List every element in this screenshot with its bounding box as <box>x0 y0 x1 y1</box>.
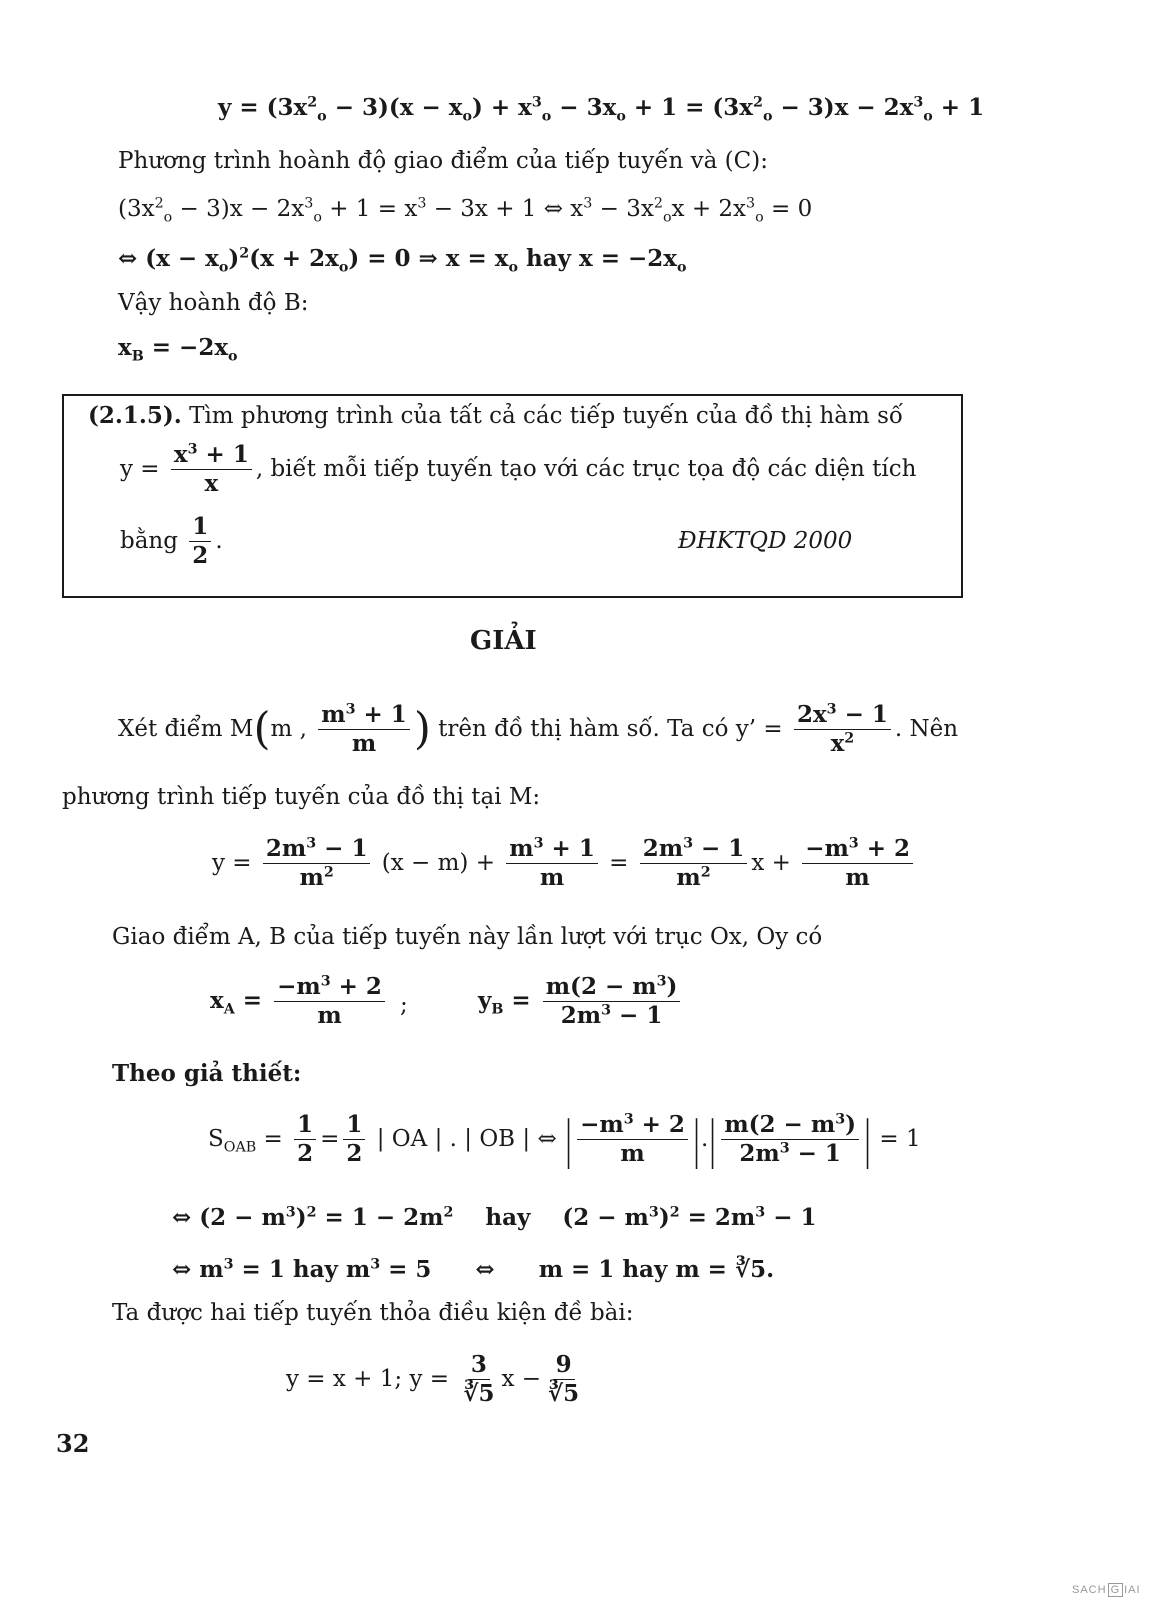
equation-xb: $x_B = -2x_o$ <box>118 334 238 365</box>
paragraph-intersection: Phương trình hoành độ giao điểm của tiếp tuyến và (C): <box>118 148 768 174</box>
paragraph-abscissa-b: Vậy hoành độ B: <box>118 290 309 316</box>
problem-function-fraction: $\frac{x^3 + 1}{x}$ <box>171 442 252 498</box>
solution-line-hypothesis: Theo giả thiết: <box>112 1060 302 1087</box>
equation-area: $S_{OAB}$ = $\frac{1}{2}$ = $\frac{1}{2}$ | OA | . | OB | ⇔ | $\frac{-m^3 + 2}{m}$ |.| $\frac{m(2 - m^3)}{2m^3 - 1}$ | = 1 <box>208 1109 921 1169</box>
problem-statement-line-1: (2.1.5). Tìm phương trình của tất cả các tiếp tuyến của đồ thị hàm số <box>88 402 903 429</box>
solution-line-point-m: Xét điểm M(m , $\frac{m^3 + 1}{m}$ ) trên đồ thị hàm số. Ta có y’ = $\frac{2x^3 - 1}{x^2}$ . Nên <box>118 701 959 758</box>
watermark-logo: SACH G IAI <box>1072 1584 1141 1596</box>
equation-yb: $y_B$ = $\frac{m(2 - m^3)}{2m^3 - 1}$ <box>478 974 684 1030</box>
equation-xa: $x_A$ = $\frac{-m^3 + 2}{m}$ <box>210 974 389 1030</box>
solution-line-conclusion: Ta được hai tiếp tuyến thỏa điều kiện đề bài: <box>112 1300 634 1326</box>
page-number: 32 <box>56 1429 90 1458</box>
equation-squared: ⇔ $(2 - m^3)^2 = 1 - 2m^2$ hay $(2 - m^3)^2 = 2m^3 - 1$ <box>172 1204 817 1231</box>
equation-intersection: $(3x^2_o - 3)x - 2x^3_o + 1 = x^3 - 3x + 1$ ⇔ $x^3 - 3x^2_ox + 2x^3_o = 0$ <box>118 195 813 226</box>
equation-roots: ⇔ $(x - x_o)^2(x + 2x_o) = 0$ ⇒ $x = x_o$ hay $x = -2x_o$ <box>118 245 687 276</box>
problem-half-fraction: $\frac{1}{2}$ <box>189 514 211 570</box>
problem-label: (2.1.5). <box>88 402 182 429</box>
problem-statement-line-2: y = $\frac{x^3 + 1}{x}$ , biết mỗi tiếp tuyến tạo với các trục tọa độ các diện tích <box>120 441 917 498</box>
equation-final-tangents: y = x + 1; y = $\frac{3}{∛5}$ x − $\frac{9}{∛5}$ <box>286 1351 580 1408</box>
equation-solutions-m: ⇔ $m^3 = 1$ hay $m^3 = 5$ ⇔ m = 1 hay m = ∛5. <box>172 1256 775 1283</box>
solution-line-intercepts: Giao điểm A, B của tiếp tuyến này lần lượt với trục Ox, Oy có <box>112 924 823 950</box>
problem-statement-line-3: bằng $\frac{1}{2}$ . <box>120 513 223 570</box>
separator-semicolon: ; <box>400 992 408 1018</box>
equation-tangent-at-m: y = $\frac{2m^3 - 1}{m^2}$ (x − m) + $\frac{m^3 + 1}{m}$ = $\frac{2m^3 - 1}{m^2}$ x + $\frac{-m^3 + 2}{m}$ <box>212 836 917 892</box>
equation-tangent-line: $y = (3x^2_o - 3)(x - x_o) + x^3_o - 3x_o + 1 = (3x^2_o - 3)x - 2x^3_o + 1$ <box>218 94 985 125</box>
problem-source: ĐHKTQD 2000 <box>678 528 853 554</box>
solution-heading: GIẢI <box>470 626 537 656</box>
solution-line-tangent-intro: phương trình tiếp tuyến của đồ thị tại M: <box>62 784 541 810</box>
